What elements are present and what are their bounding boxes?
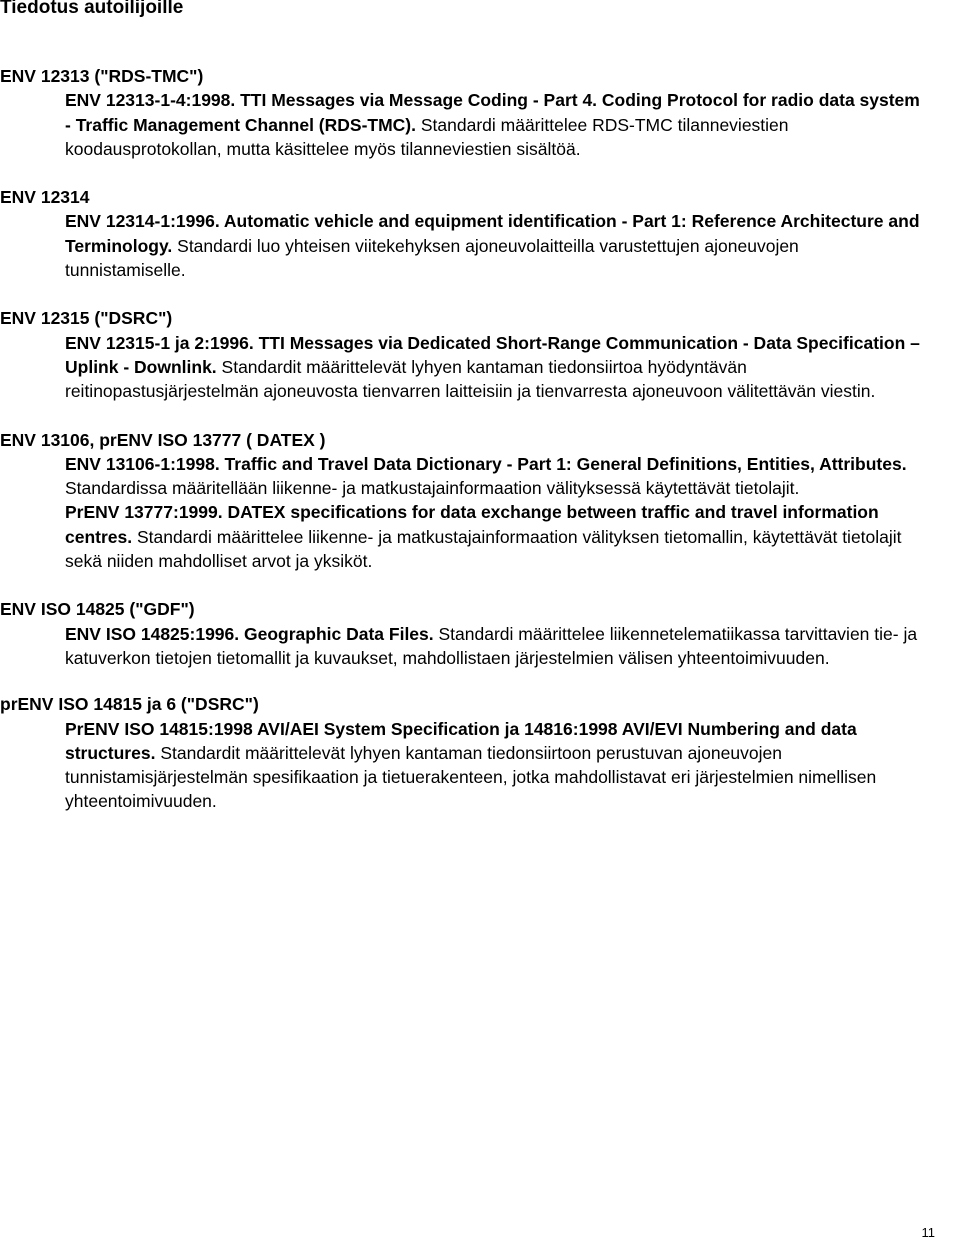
standard-entry	[0, 500, 920, 573]
section-title: prENV ISO 14815 ja 6 ("DSRC")	[0, 694, 259, 715]
document-body	[0, 64, 920, 838]
entry-title: ENV 12314-1:1996. Automatic vehicle and equipment identification - Part 1: Reference Architecture and Terminology.	[65, 211, 920, 256]
entry-title: ENV 12315-1 ja 2:1996. TTI Messages via Dedicated Short-Range Communication - Data Specification – Uplink - Downlink.	[65, 332, 920, 377]
section-title: ENV ISO 14825 ("GDF")	[0, 599, 195, 620]
entry-description: Standardi luo yhteisen viitekehyksen ajoneuvolaitteilla varustettujen ajoneuvojen tunnistamiselle.	[65, 235, 799, 281]
standard-section	[0, 64, 920, 161]
standard-section	[0, 428, 920, 574]
standard-section	[0, 597, 920, 670]
standard-entry	[0, 717, 920, 814]
standard-section	[0, 692, 920, 813]
standard-section	[0, 185, 920, 282]
entry-description: Standardi määrittelee liikennetelematiikassa tarvittavien tie- ja katuverkon tietojen tietomallit ja kuvaukset, mahdollistaen järjestelmien välisen yhteentoimivuuden.	[65, 623, 918, 668]
entry-title: ENV ISO 14825:1996. Geographic Data Files.	[65, 623, 434, 644]
entry-description: Standardit määrittelevät lyhyen kantaman tiedonsiirtoa hyödyntävän reitinopastusjärjestelmän ajoneuvosta tienvarren laitteisiin ja tienvarresta ajoneuvoon välitettävän viestin.	[65, 356, 876, 402]
entry-title: ENV 12313-1-4:1998. TTI Messages via Message Coding - Part 4. Coding Protocol for radio data system - Traffic Management Channel (RDS-TMC).	[65, 90, 920, 135]
entry-title: ENV 13106-1:1998. Traffic and Travel Data Dictionary - Part 1: General Definitions, Entities, Attributes.	[65, 453, 907, 474]
entry-description: Standardi määrittelee liikenne- ja matkustajainformaation välityksen tietomallin, käytettävät tietolajit sekä niiden mahdolliset arvot ja yksiköt.	[65, 526, 902, 572]
section-title: ENV 12315 ("DSRC")	[0, 308, 173, 329]
standard-section	[0, 306, 920, 403]
entry-description: Standardi määrittelee RDS-TMC tilanneviestien koodausprotokollan, mutta käsittelee myös tilanneviestien sisältöä.	[65, 114, 789, 159]
standard-entry	[0, 209, 920, 282]
standard-entry	[0, 622, 920, 671]
section-title: ENV 13106, prENV ISO 13777 ( DATEX )	[0, 429, 326, 450]
standard-entry	[0, 331, 920, 404]
section-title: ENV 12313 ("RDS-TMC")	[0, 66, 204, 86]
standard-entry	[0, 452, 920, 501]
page-header: Tiedotus autoilijoille	[0, 0, 184, 18]
section-title: ENV 12314	[0, 187, 90, 208]
entry-description: Standardissa määritellään liikenne- ja matkustajainformaation välityksessä käytettävät tietolajit.	[65, 478, 800, 499]
entry-title: PrENV ISO 14815:1998 AVI/AEI System Specification ja 14816:1998 AVI/EVI Numbering and data structures.	[65, 718, 857, 763]
entry-title: PrENV 13777:1999. DATEX specifications for data exchange between traffic and travel information centres.	[65, 502, 879, 547]
page-number: 11	[921, 1225, 935, 1240]
entry-description: Standardit määrittelevät lyhyen kantaman tiedonsiirtoon perustuvan ajoneuvojen tunnistamisjärjestelmän spesifikaation ja tietuerakenteen, jotka mahdollistavat eri järjestelmien nimellisen yhteentoimivuuden.	[65, 742, 877, 812]
standard-entry	[0, 88, 920, 161]
